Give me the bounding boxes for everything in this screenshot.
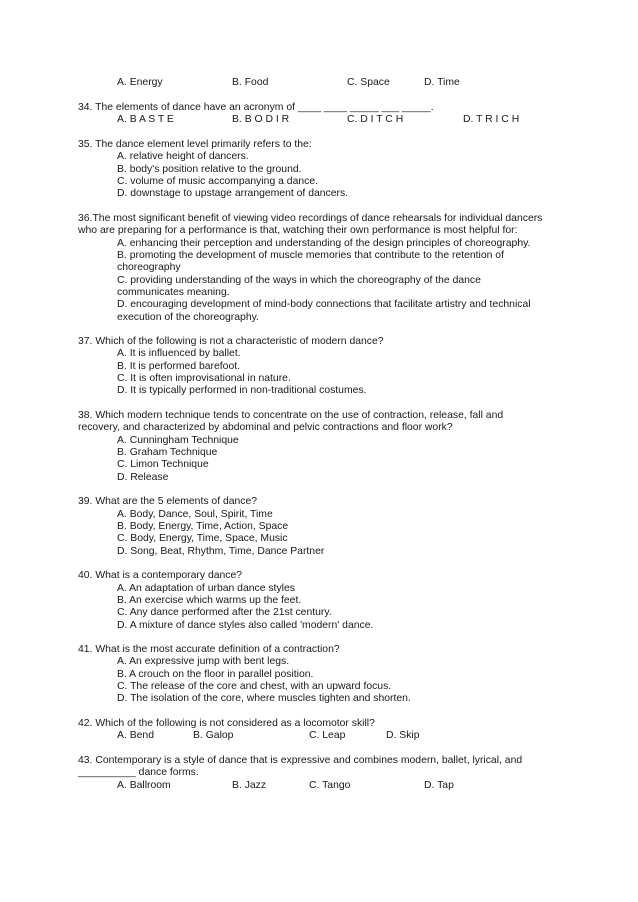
q34-option-d: D. T R I C H — [463, 114, 520, 125]
q35-option-a: A. relative height of dancers. — [117, 151, 249, 162]
q37-option-a: A. It is influenced by ballet. — [117, 348, 241, 359]
q40-option-d: D. A mixture of dance styles also called 'modern' dance. — [117, 620, 374, 631]
q36-option-d: D. encouraging development of mind-body connections that facilitate artistry and technical — [117, 299, 531, 310]
q43-option-c: C. Tango — [309, 780, 351, 791]
q37-stem: 37. Which of the following is not a characteristic of modern dance? — [78, 336, 384, 347]
q37-option-d: D. It is typically performed in non-traditional costumes. — [117, 385, 367, 396]
q35-option-c: C. volume of music accompanying a dance. — [117, 176, 318, 187]
q37-option-c: C. It is often improvisational in nature. — [117, 373, 291, 384]
q42-option-a: A. Bend — [117, 730, 154, 741]
q39-stem: 39. What are the 5 elements of dance? — [78, 496, 258, 507]
q40-option-a: A. An adaptation of urban dance styles — [117, 583, 295, 594]
q41-option-a: A. An expressive jump with bent legs. — [117, 656, 290, 667]
q33-option-d: D. Time — [424, 77, 460, 88]
q42-option-d: D. Skip — [386, 730, 420, 741]
q38-option-d: D. Release — [117, 472, 169, 483]
q41-option-d: D. The isolation of the core, where muscles tighten and shorten. — [117, 693, 411, 704]
q34-option-b: B. B O D I R — [232, 114, 290, 125]
q39-option-d: D. Song, Beat, Rhythm, Time, Dance Partner — [117, 546, 325, 557]
q41-stem: 41. What is the most accurate definition of a contraction? — [78, 644, 340, 655]
q38-option-a: A. Cunningham Technique — [117, 435, 239, 446]
q43-stem-line-1: 43. Contemporary is a style of dance that is expressive and combines modern, ballet, lyrical, and — [78, 755, 523, 766]
q41-option-c: C. The release of the core and chest, with an upward focus. — [117, 681, 392, 692]
q36-option-b: B. promoting the development of muscle memories that contribute to the retention of — [117, 250, 504, 261]
q38-option-c: C. Limon Technique — [117, 459, 209, 470]
q35-option-b: B. body's position relative to the ground. — [117, 164, 302, 175]
q40-option-c: C. Any dance performed after the 21st century. — [117, 607, 332, 618]
q38-stem-line-1: 38. Which modern technique tends to concentrate on the use of contraction, release, fall and — [78, 410, 504, 421]
q36-option-b-cont: choreography — [117, 262, 181, 273]
q36-stem-line-2: who are preparing for a performance is that, watching their own performance is most helpful for: — [78, 225, 518, 236]
q34-option-c: C. D I T C H — [347, 114, 404, 125]
q41-option-b: B. A crouch on the floor in parallel position. — [117, 669, 314, 680]
q39-option-b: B. Body, Energy, Time, Action, Space — [117, 521, 289, 532]
q34-stem: 34. The elements of dance have an acronym of ____ ____ _____ ___ _____. — [78, 102, 434, 113]
q43-option-b: B. Jazz — [232, 780, 267, 791]
q40-stem: 40. What is a contemporary dance? — [78, 570, 243, 581]
q34-option-a: A. B A S T E — [117, 114, 174, 125]
q37-option-b: B. It is performed barefoot. — [117, 361, 241, 372]
q35-stem: 35. The dance element level primarily refers to the: — [78, 139, 312, 150]
q42-option-c: C. Leap — [309, 730, 346, 741]
q35-option-d: D. downstage to upstage arrangement of dancers. — [117, 188, 349, 199]
q33-option-b: B. Food — [232, 77, 269, 88]
q36-option-d-cont: execution of the choreography. — [117, 312, 259, 323]
q36-option-c: C. providing understanding of the ways in which the choreography of the dance — [117, 275, 481, 286]
q42-stem: 42. Which of the following is not considered as a locomotor skill? — [78, 718, 375, 729]
q40-option-b: B. An exercise which warms up the feet. — [117, 595, 302, 606]
q38-stem-line-2: recovery, and characterized by abdominal and pelvic contractions and floor work? — [78, 422, 453, 433]
q36-stem-line-1: 36.The most significant benefit of viewing video recordings of dance rehearsals for individual dancers — [78, 213, 543, 224]
q33-option-a: A. Energy — [117, 77, 163, 88]
q33-option-c: C. Space — [347, 77, 390, 88]
q43-stem-line-2: __________ dance forms. — [78, 767, 199, 778]
q39-option-c: C. Body, Energy, Time, Space, Music — [117, 533, 288, 544]
q39-option-a: A. Body, Dance, Soul, Spirit, Time — [117, 509, 273, 520]
q36-option-a: A. enhancing their perception and understanding of the design principles of choreography. — [117, 238, 531, 249]
q38-option-b: B. Graham Technique — [117, 447, 218, 458]
q42-option-b: B. Galop — [193, 730, 234, 741]
q43-option-d: D. Tap — [424, 780, 454, 791]
q43-option-a: A. Ballroom — [117, 780, 171, 791]
q36-option-c-cont: communicates meaning. — [117, 287, 230, 298]
